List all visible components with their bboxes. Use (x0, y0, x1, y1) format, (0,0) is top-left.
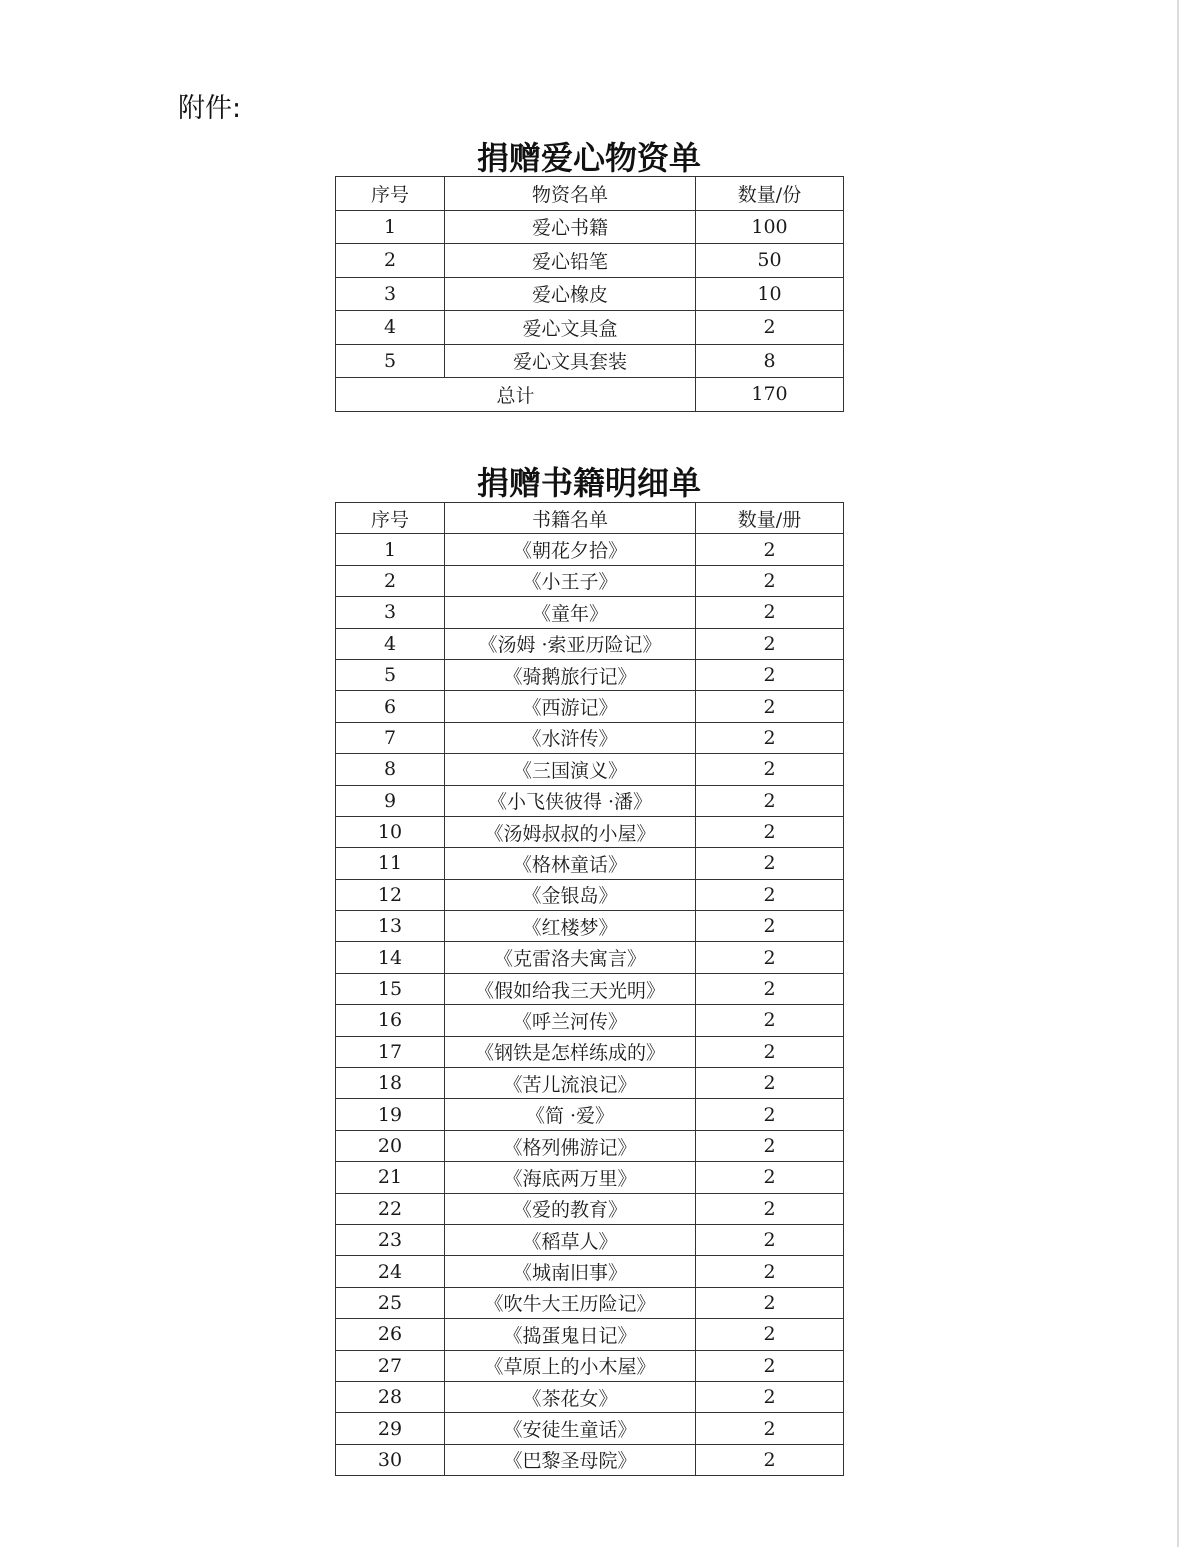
table-row (336, 1005, 844, 1036)
cell-quantity: 2 (696, 1413, 844, 1444)
table-row (336, 1130, 844, 1161)
table-row (336, 1193, 844, 1224)
cell-index: 25 (336, 1287, 445, 1318)
cell-index: 18 (336, 1068, 445, 1099)
cell-index: 2 (336, 244, 445, 278)
cell-index: 13 (336, 911, 445, 942)
table-row (336, 1319, 844, 1350)
cell-name: 《吹牛大王历险记》 (445, 1287, 696, 1318)
cell-name: 《克雷洛夫寓言》 (445, 942, 696, 973)
table-row (336, 1256, 844, 1287)
cell-index: 4 (336, 311, 445, 345)
cell-quantity: 2 (696, 911, 844, 942)
table-row (336, 911, 844, 942)
table-row (336, 1287, 844, 1318)
cell-name: 《茶花女》 (445, 1381, 696, 1412)
cell-index: 30 (336, 1444, 445, 1475)
cell-name: 《海底两万里》 (445, 1162, 696, 1193)
table-row (336, 277, 844, 311)
table-row (336, 816, 844, 847)
cell-quantity: 2 (696, 1130, 844, 1161)
cell-name: 《三国演义》 (445, 754, 696, 785)
cell-quantity: 2 (696, 1381, 844, 1412)
table-row (336, 565, 844, 596)
table-row (336, 785, 844, 816)
cell-index: 16 (336, 1005, 445, 1036)
cell-index: 26 (336, 1319, 445, 1350)
cell-name: 《爱的教育》 (445, 1193, 696, 1224)
table-row (336, 344, 844, 378)
cell-quantity: 2 (696, 1256, 844, 1287)
total-value: 170 (696, 378, 844, 412)
table-row (336, 1036, 844, 1067)
cell-name: 《巴黎圣母院》 (445, 1444, 696, 1475)
cell-index: 22 (336, 1193, 445, 1224)
cell-quantity: 2 (696, 1350, 844, 1381)
cell-name: 《童年》 (445, 597, 696, 628)
table-row (336, 1224, 844, 1255)
total-row (336, 378, 844, 412)
table-row (336, 879, 844, 910)
cell-index: 5 (336, 344, 445, 378)
cell-index: 10 (336, 816, 445, 847)
cell-index: 15 (336, 973, 445, 1004)
header-index: 序号 (336, 177, 445, 211)
cell-name: 《格列佛游记》 (445, 1130, 696, 1161)
cell-name: 《朝花夕拾》 (445, 534, 696, 565)
table-row (336, 1413, 844, 1444)
supplies-table-title: 捐赠爱心物资单 (476, 139, 701, 177)
table-row (336, 1381, 844, 1412)
cell-quantity: 2 (696, 1068, 844, 1099)
cell-index: 17 (336, 1036, 445, 1067)
table-header-row (336, 177, 844, 211)
attachment-label: 附件: (178, 93, 242, 124)
cell-name: 《钢铁是怎样练成的》 (445, 1036, 696, 1067)
cell-name: 《汤姆叔叔的小屋》 (445, 816, 696, 847)
table-row (336, 659, 844, 690)
cell-name: 《安徒生童话》 (445, 1413, 696, 1444)
table-row (336, 1350, 844, 1381)
cell-name: 《汤姆 ·索亚历险记》 (445, 628, 696, 659)
cell-index: 3 (336, 277, 445, 311)
cell-index: 14 (336, 942, 445, 973)
table-row (336, 534, 844, 565)
cell-name: 《城南旧事》 (445, 1256, 696, 1287)
cell-name: 爱心文具盒 (445, 311, 696, 345)
cell-name: 《水浒传》 (445, 722, 696, 753)
cell-index: 2 (336, 565, 445, 596)
cell-quantity: 2 (696, 1224, 844, 1255)
cell-index: 8 (336, 754, 445, 785)
cell-name: 爱心文具套装 (445, 344, 696, 378)
total-label: 总计 (336, 378, 696, 412)
cell-quantity: 2 (696, 1099, 844, 1130)
cell-name: 《金银岛》 (445, 879, 696, 910)
cell-quantity: 2 (696, 722, 844, 753)
cell-name: 爱心书籍 (445, 210, 696, 244)
cell-index: 4 (336, 628, 445, 659)
table-row (336, 722, 844, 753)
cell-index: 12 (336, 879, 445, 910)
table-row (336, 1099, 844, 1130)
cell-quantity: 2 (696, 816, 844, 847)
cell-name: 《假如给我三天光明》 (445, 973, 696, 1004)
cell-quantity: 2 (696, 659, 844, 690)
cell-quantity: 2 (696, 1444, 844, 1475)
cell-quantity: 2 (696, 597, 844, 628)
table-row (336, 210, 844, 244)
cell-name: 《骑鹅旅行记》 (445, 659, 696, 690)
cell-index: 9 (336, 785, 445, 816)
cell-index: 27 (336, 1350, 445, 1381)
table-row (336, 848, 844, 879)
table-header-row (336, 503, 844, 534)
cell-index: 20 (336, 1130, 445, 1161)
cell-name: 爱心铅笔 (445, 244, 696, 278)
cell-name: 《呼兰河传》 (445, 1005, 696, 1036)
cell-quantity: 2 (696, 534, 844, 565)
cell-quantity: 2 (696, 1319, 844, 1350)
books-table-title: 捐赠书籍明细单 (476, 464, 701, 502)
header-index: 序号 (336, 503, 445, 534)
table-row (336, 754, 844, 785)
cell-name: 《小王子》 (445, 565, 696, 596)
cell-quantity: 2 (696, 628, 844, 659)
cell-quantity: 2 (696, 848, 844, 879)
cell-name: 《捣蛋鬼日记》 (445, 1319, 696, 1350)
cell-quantity: 100 (696, 210, 844, 244)
cell-quantity: 2 (696, 691, 844, 722)
cell-quantity: 2 (696, 973, 844, 1004)
cell-index: 5 (336, 659, 445, 690)
cell-quantity: 2 (696, 1162, 844, 1193)
cell-index: 1 (336, 534, 445, 565)
cell-quantity: 2 (696, 1193, 844, 1224)
table-row (336, 973, 844, 1004)
cell-name: 《格林童话》 (445, 848, 696, 879)
cell-quantity: 2 (696, 1287, 844, 1318)
cell-index: 11 (336, 848, 445, 879)
cell-index: 21 (336, 1162, 445, 1193)
table-row (336, 628, 844, 659)
header-quantity: 数量/册 (696, 503, 844, 534)
cell-index: 1 (336, 210, 445, 244)
cell-quantity: 2 (696, 785, 844, 816)
cell-quantity: 2 (696, 754, 844, 785)
cell-quantity: 2 (696, 942, 844, 973)
table-row (336, 1068, 844, 1099)
cell-index: 24 (336, 1256, 445, 1287)
table-row (336, 1162, 844, 1193)
cell-quantity: 50 (696, 244, 844, 278)
books-table (335, 502, 844, 1476)
cell-quantity: 2 (696, 1005, 844, 1036)
cell-index: 29 (336, 1413, 445, 1444)
cell-quantity: 8 (696, 344, 844, 378)
cell-index: 19 (336, 1099, 445, 1130)
table-row (336, 311, 844, 345)
cell-name: 《苦儿流浪记》 (445, 1068, 696, 1099)
table-row (336, 1444, 844, 1475)
cell-quantity: 2 (696, 1036, 844, 1067)
table-row (336, 942, 844, 973)
cell-index: 3 (336, 597, 445, 628)
header-quantity: 数量/份 (696, 177, 844, 211)
cell-quantity: 10 (696, 277, 844, 311)
header-item-name: 物资名单 (445, 177, 696, 211)
cell-name: 《简 ·爱》 (445, 1099, 696, 1130)
cell-name: 爱心橡皮 (445, 277, 696, 311)
cell-quantity: 2 (696, 311, 844, 345)
table-row (336, 597, 844, 628)
cell-quantity: 2 (696, 565, 844, 596)
cell-name: 《红楼梦》 (445, 911, 696, 942)
table-row (336, 691, 844, 722)
table-row (336, 244, 844, 278)
cell-quantity: 2 (696, 879, 844, 910)
supplies-table (335, 176, 844, 412)
cell-index: 23 (336, 1224, 445, 1255)
cell-name: 《小飞侠彼得 ·潘》 (445, 785, 696, 816)
header-book-name: 书籍名单 (445, 503, 696, 534)
cell-index: 7 (336, 722, 445, 753)
cell-index: 6 (336, 691, 445, 722)
cell-name: 《稻草人》 (445, 1224, 696, 1255)
cell-name: 《草原上的小木屋》 (445, 1350, 696, 1381)
cell-index: 28 (336, 1381, 445, 1412)
cell-name: 《西游记》 (445, 691, 696, 722)
